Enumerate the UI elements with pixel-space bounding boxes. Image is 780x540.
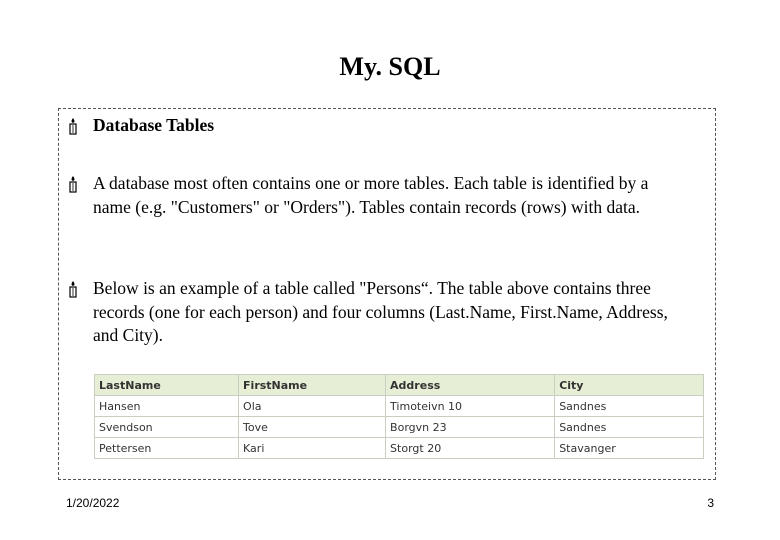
- bullet-item: [66, 172, 686, 219]
- table-cell: Svendson: [95, 417, 239, 438]
- table-cell: Hansen: [95, 396, 239, 417]
- column-header: FirstName: [239, 375, 386, 396]
- table-cell: Kari: [239, 438, 386, 459]
- table-cell: Timoteivn 10: [386, 396, 555, 417]
- footer-date: 1/20/2022: [66, 496, 120, 510]
- table-header-row: [95, 375, 704, 396]
- table-cell: Stavanger: [555, 438, 704, 459]
- bullet-text: Below is an example of a table called "Persons“. The table above contains three records (one for each person) and four columns (Last.Name, First.Name, Address, and City).: [93, 278, 668, 345]
- column-header: City: [555, 375, 704, 396]
- bullet-item: [66, 277, 686, 348]
- candle-icon: [66, 175, 80, 193]
- persons-table-image: [94, 374, 704, 459]
- table-cell: Borgvn 23: [386, 417, 555, 438]
- column-header: Address: [386, 375, 555, 396]
- table-cell: Storgt 20: [386, 438, 555, 459]
- table-row: [95, 438, 704, 459]
- table-cell: Sandnes: [555, 396, 704, 417]
- bullet-text: A database most often contains one or more tables. Each table is identified by a name (e.g. "Customers" or "Orders"). Tables contain records (rows) with data.: [93, 173, 649, 217]
- candle-icon: [66, 280, 80, 298]
- column-header: LastName: [95, 375, 239, 396]
- table-cell: Tove: [239, 417, 386, 438]
- table-cell: Pettersen: [95, 438, 239, 459]
- slide-title: My. SQL: [339, 52, 441, 81]
- table-row: [95, 396, 704, 417]
- table-row: [95, 417, 704, 438]
- bullet-text: Database Tables: [93, 115, 215, 135]
- table-cell: Ola: [239, 396, 386, 417]
- table-cell: Sandnes: [555, 417, 704, 438]
- page-number: 3: [707, 496, 714, 510]
- candle-icon: [66, 117, 80, 135]
- bullet-item: [66, 114, 686, 138]
- persons-table: [94, 374, 704, 459]
